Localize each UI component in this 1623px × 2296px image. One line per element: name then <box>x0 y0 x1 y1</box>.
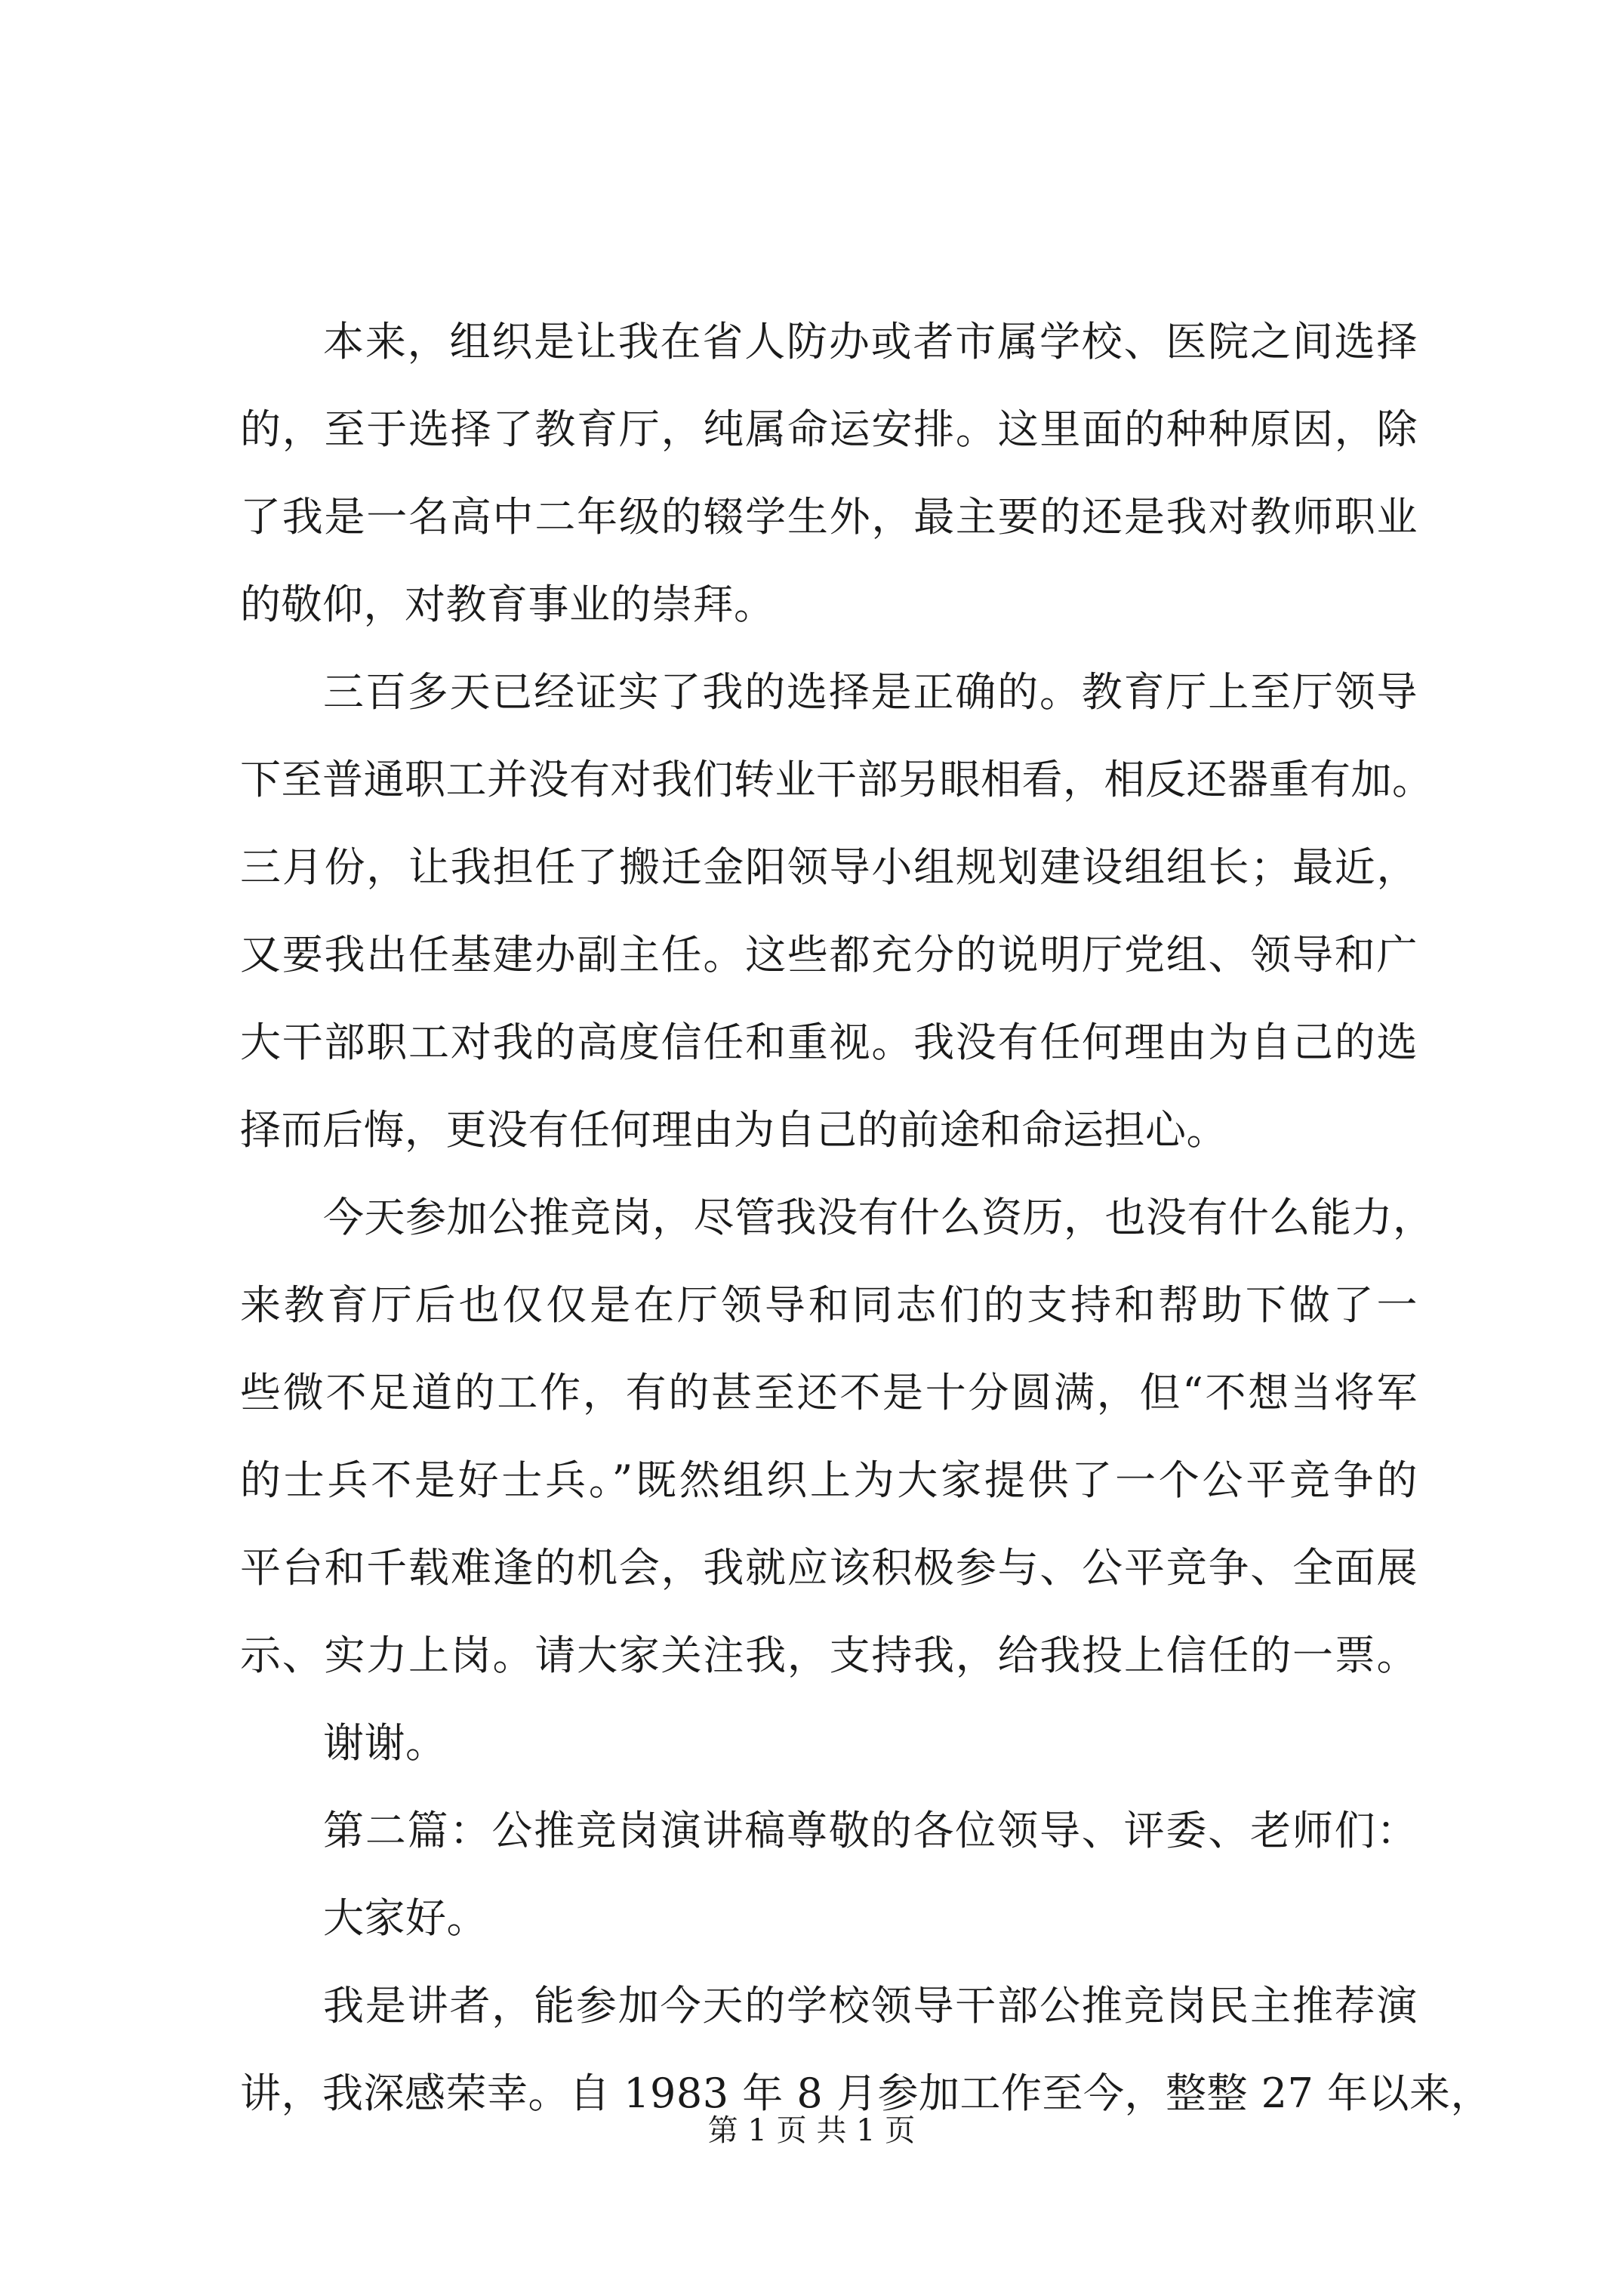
text-line: 我是讲者，能参加今天的学校领导干部公推竞岗民主推荐演 <box>323 1982 1418 2029</box>
text-line: 三百多天已经证实了我的选择是正确的。教育厅上至厅领导 <box>323 668 1418 716</box>
text-line: 三月份，让我担任了搬迁金阳领导小组规划建设组组长；最近， <box>240 843 1418 891</box>
section-heading: 第二篇：公推竞岗演讲稿尊敬的各位领导、评委、老师们： <box>323 1807 1418 1854</box>
text-line: 本来，组织是让我在省人防办或者市属学校、医院之间选择 <box>323 318 1418 365</box>
text-line: 的，至于选择了教育厅，纯属命运安排。这里面的种种原因，除 <box>240 405 1418 453</box>
text-line: 来教育厅后也仅仅是在厅领导和同志们的支持和帮助下做了一 <box>240 1281 1418 1329</box>
page-number-footer: 第 1 页 共 1 页 <box>707 2113 916 2148</box>
text-line: 今天参加公推竞岗，尽管我没有什么资历，也没有什么能力， <box>323 1194 1434 1241</box>
text-line: 平台和千载难逢的机会，我就应该积极参与、公平竞争、全面展 <box>240 1544 1418 1592</box>
text-line: 择而后悔，更没有任何理由为自己的前途和命运担心。 <box>240 1106 1227 1154</box>
document-body <box>240 298 1492 2137</box>
text-line: 大干部职工对我的高度信任和重视。我没有任何理由为自己的选 <box>240 1019 1418 1066</box>
text-line: 些微不足道的工作，有的甚至还不是十分圆满，但“不想当将军 <box>240 1369 1418 1416</box>
text-line: 示、实力上岗。请大家关注我，支持我，给我投上信任的一票。 <box>240 1632 1418 1679</box>
text-line: 谢谢。 <box>323 1719 447 1767</box>
text-line: 大家好。 <box>323 1894 488 1942</box>
text-line: 又要我出任基建办副主任。这些都充分的说明厅党组、领导和广 <box>240 931 1418 978</box>
text-line: 的士兵不是好士兵。”既然组织上为大家提供了一个公平竞争的 <box>240 1456 1418 1504</box>
text-line: 讲，我深感荣幸。自 1983 年 8 月参加工作至今，整整 27 年以来， <box>240 2069 1492 2117</box>
text-line: 了我是一名高中二年级的辍学生外，最主要的还是我对教师职业 <box>240 493 1418 541</box>
text-line: 下至普通职工并没有对我们转业干部另眼相看，相反还器重有加。 <box>240 756 1434 803</box>
text-line: 的敬仰，对教育事业的崇拜。 <box>240 581 775 628</box>
